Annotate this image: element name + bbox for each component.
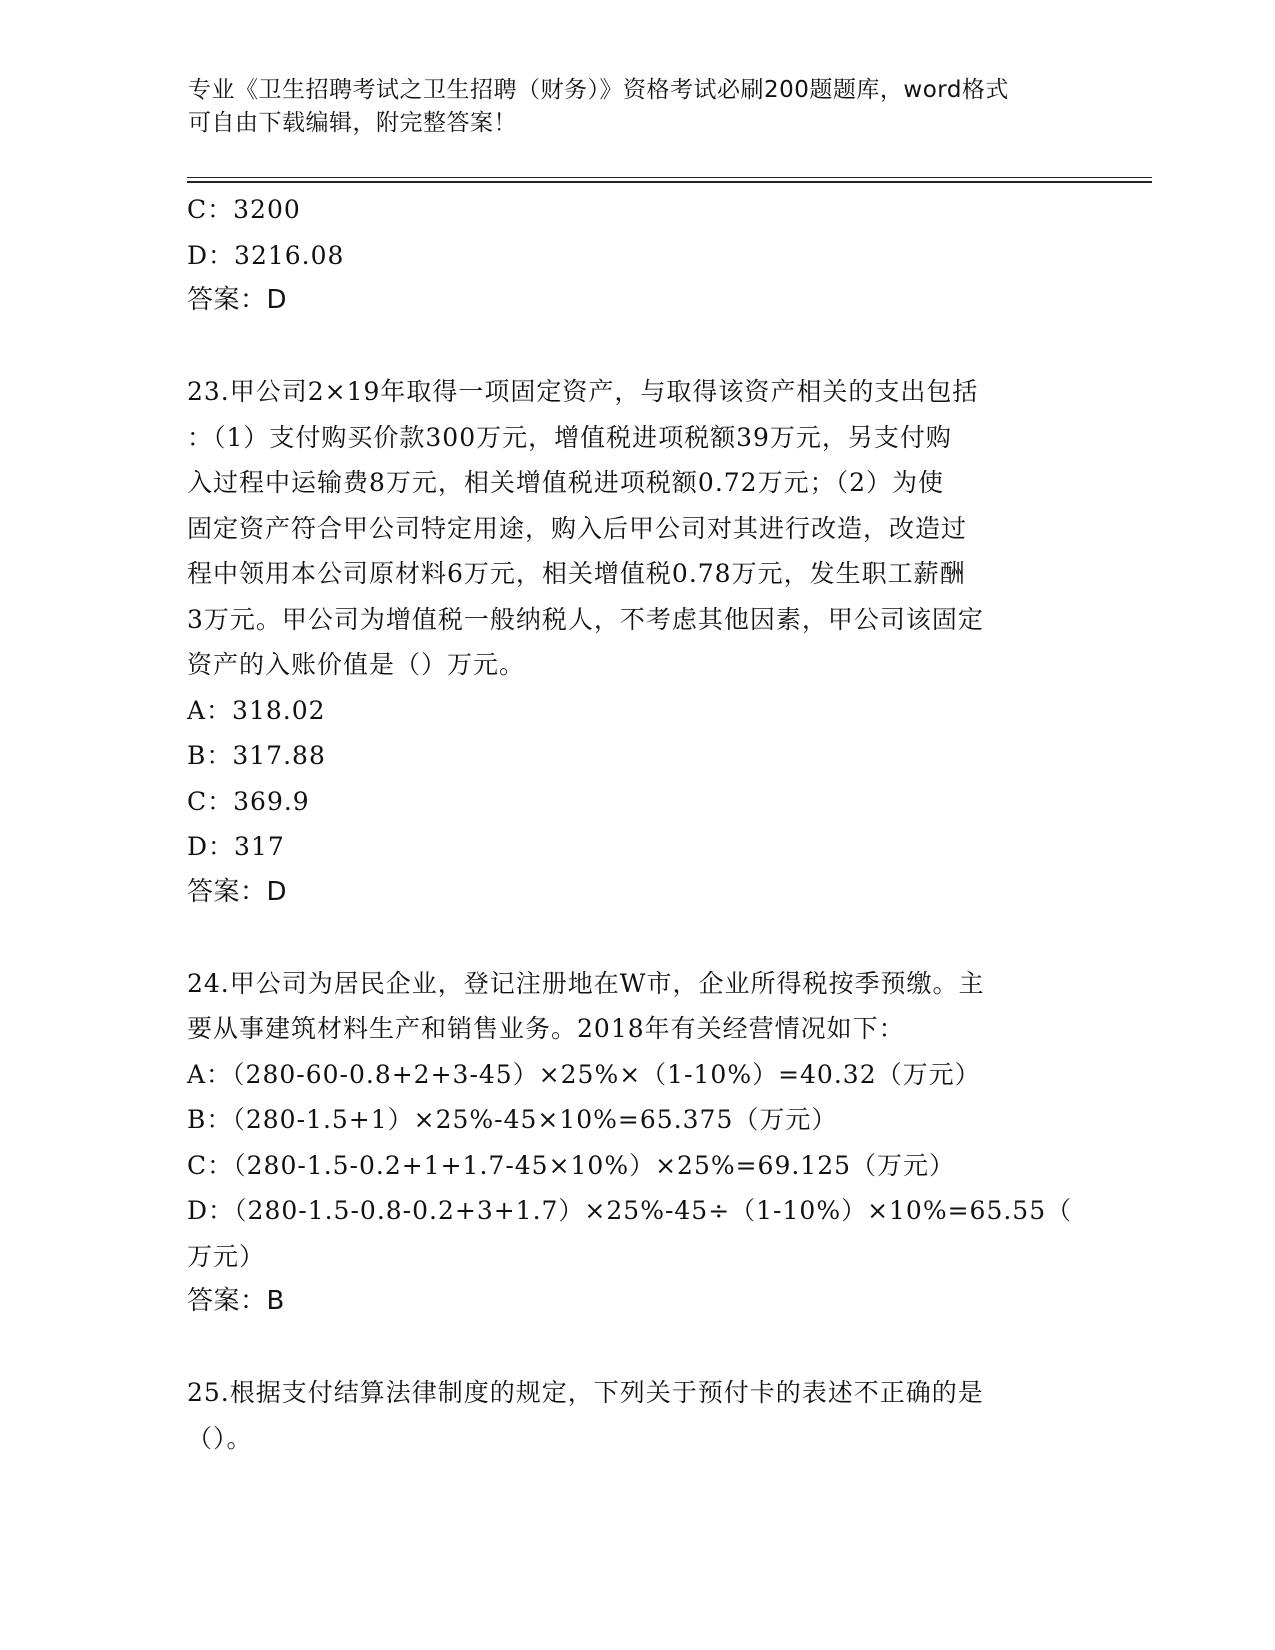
- question-text-line: 资产的入账价值是（）万元。: [187, 650, 526, 679]
- question-text-line: 24.甲公司为居民企业，登记注册地在W市，企业所得税按季预缴。主: [187, 968, 985, 998]
- question-text-line: （）。: [187, 1423, 253, 1453]
- question-22: [187, 187, 1087, 324]
- answer-line: 答案：B: [187, 1286, 285, 1316]
- spacer: [187, 324, 1087, 370]
- option-a: A：（280-60-0.8+2+3-45）×25%×（1-10%）=40.32（万元）: [187, 1059, 981, 1089]
- option-b: B：317.88: [187, 741, 326, 770]
- answer-line: 答案：D: [187, 876, 288, 907]
- option-c: C：3200: [187, 195, 301, 224]
- header-divider-thick: [187, 181, 1152, 183]
- header-divider-thin: [187, 177, 1152, 178]
- option-b: B：（280-1.5+1）×25%-45×10%=65.375（万元）: [187, 1105, 838, 1134]
- header-title-line-2: 可自由下载编辑，附完整答案！: [188, 110, 517, 136]
- question-text-line: 程中领用本公司原材料6万元，相关增值税0.78万元，发生职工薪酬: [187, 559, 966, 588]
- spacer: [187, 915, 1087, 961]
- document-body: [187, 187, 1087, 1461]
- option-d: D：3216.08: [187, 240, 345, 270]
- question-text-line: ：（1）支付购买价款300万元，增值税进项税额39万元，另支付购: [187, 422, 952, 452]
- question-text-line: 25.根据支付结算法律制度的规定，下列关于预付卡的表述不正确的是: [187, 1378, 984, 1407]
- question-text-line: 固定资产符合甲公司特定用途，购入后甲公司对其进行改造，改造过: [187, 513, 968, 543]
- header-title-line-1: 专业《卫生招聘考试之卫生招聘（财务）》资格考试必刷200题题库，word格式: [188, 77, 1009, 103]
- question-text-line: 3万元。甲公司为增值税一般纳税人，不考虑其他因素，甲公司该固定: [187, 604, 984, 634]
- answer-line: 答案：D: [187, 285, 288, 315]
- option-c: C：（280-1.5-0.2+1+1.7-45×10%）×25%=69.125（万元）: [187, 1150, 956, 1180]
- question-text-line: 入过程中运输费8万元，相关增值税进项税额0.72万元；（2）为使: [187, 468, 944, 497]
- question-text-line: 23.甲公司2×19年取得一项固定资产，与取得该资产相关的支出包括: [187, 377, 979, 406]
- spacer: [187, 1325, 1087, 1371]
- question-25: [187, 1370, 1087, 1461]
- document-header: [188, 74, 1068, 140]
- question-text-line: 要从事建筑材料生产和销售业务。2018年有关经营情况如下：: [187, 1014, 905, 1043]
- option-d: D：（280-1.5-0.8-0.2+3+1.7）×25%-45÷（1-10%）×10%=65.55（: [187, 1196, 1073, 1225]
- option-c: C：369.9: [187, 786, 310, 816]
- option-d-continued: 万元）: [187, 1241, 266, 1271]
- question-23: [187, 369, 1087, 915]
- question-24: [187, 961, 1087, 1325]
- option-d: D：317: [187, 832, 285, 861]
- option-a: A：318.02: [187, 695, 326, 725]
